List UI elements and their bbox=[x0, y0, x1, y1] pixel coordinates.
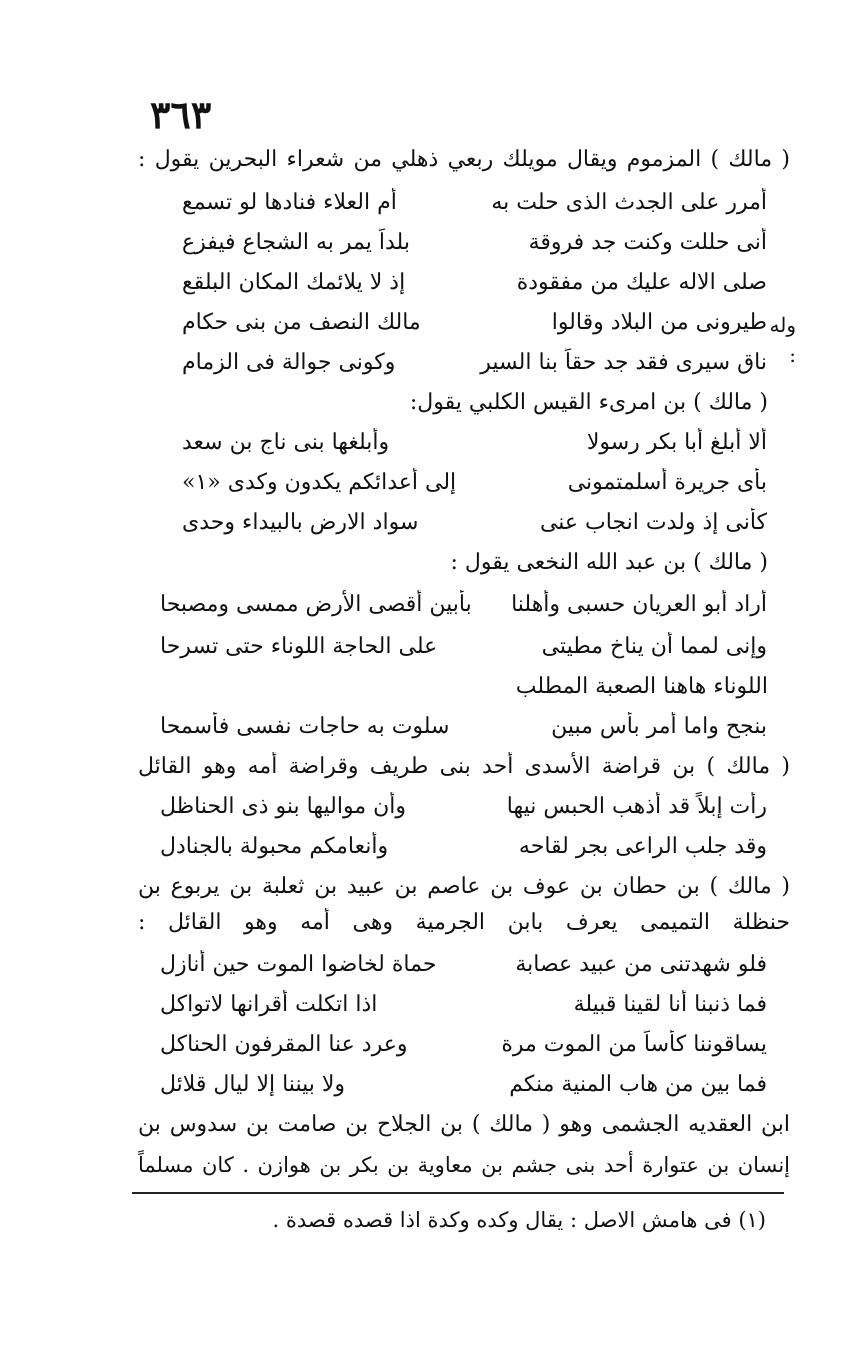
verse-second-hemistich: سلوت به حاجات نفسى فأسمحا bbox=[160, 714, 450, 739]
verse-line bbox=[182, 348, 767, 378]
verse-line bbox=[160, 990, 767, 1020]
verse-first-hemistich: بأى جريرة أسلمتمونى bbox=[567, 470, 767, 495]
verse-line bbox=[182, 228, 767, 258]
verse-first-hemistich: طيرونى من البلاد وقالوا bbox=[551, 310, 767, 335]
verse-first-hemistich: فلو شهدتنى من عبيد عصابة bbox=[515, 952, 767, 977]
verse-first-hemistich: أنى حللت وكنت جد فروقة bbox=[528, 230, 767, 255]
verse-line bbox=[160, 590, 767, 620]
verse-line bbox=[160, 792, 767, 822]
verse-first-hemistich: بنجح واما أمر بأس مبين bbox=[551, 714, 767, 739]
verse-line bbox=[160, 712, 767, 742]
verse-second-hemistich: أم العلاء فنادها لو تسمع bbox=[182, 190, 397, 215]
verse-first-hemistich: ألا أبلغ أبا بكر رسولا bbox=[586, 430, 767, 455]
verse-second-hemistich: وأبلغها بنى ناج بن سعد bbox=[182, 430, 390, 455]
text-line: اللوناء هاهنا الصعبة المطلب bbox=[515, 674, 768, 699]
verse-second-hemistich: بأبين أقصى الأرض ممسى ومصبحا bbox=[160, 592, 472, 617]
text-line: ( مالك ) بن قراضة الأسدى أحد بنى طريف وقراضة أمه وهو القائل bbox=[138, 754, 790, 779]
footnote-divider bbox=[132, 1192, 784, 1194]
text-line: ابن العقديه الجشمى وهو ( مالك ) بن الجلاح بن صامت بن سدوس بن bbox=[138, 1112, 790, 1137]
verse-first-hemistich: ناق سيرى فقد جد حقاً بنا السير bbox=[480, 350, 767, 375]
verse-second-hemistich: حماة لخاضوا الموت حين أنازل bbox=[160, 952, 437, 977]
text-line: ( مالك ) المزموم ويقال مويلك ربعي ذهلي من شعراء البحرين يقول : bbox=[138, 147, 790, 172]
verse-second-hemistich: وأنعامكم محبولة بالجنادل bbox=[160, 834, 389, 859]
verse-second-hemistich: وعرد عنا المقرفون الحناكل bbox=[160, 1032, 408, 1057]
verse-line bbox=[182, 428, 767, 458]
verse-line bbox=[160, 1070, 767, 1100]
verse-line bbox=[182, 268, 767, 298]
verse-second-hemistich: بلداً يمر به الشجاع فيفزع bbox=[182, 230, 410, 255]
verse-first-hemistich: فما بين من هاب المنية منكم bbox=[509, 1072, 767, 1097]
text-line: ( مالك ) بن امرىء القيس الكلبي يقول: bbox=[409, 390, 768, 415]
verse-first-hemistich: كأنى إذ ولدت انجاب عنى bbox=[539, 510, 767, 535]
verse-line bbox=[160, 950, 767, 980]
verse-first-hemistich: صلى الاله عليك من مفقودة bbox=[516, 270, 767, 295]
verse-first-hemistich: رأت إبلاً قد أذهب الحبس نيها bbox=[506, 794, 767, 819]
verse-first-hemistich: وقد جلب الراعى بجر لقاحه bbox=[518, 834, 767, 859]
verse-second-hemistich: ولا بيننا إلا ليال قلائل bbox=[160, 1072, 346, 1097]
verse-second-hemistich: على الحاجة اللوناء حتى تسرحا bbox=[160, 634, 438, 659]
text-line: ( مالك ) بن حطان بن عوف بن عاصم بن عبيد بن ثعلبة بن يربوع بن bbox=[138, 874, 790, 899]
verse-line bbox=[182, 508, 767, 538]
verse-second-hemistich: سواد الارض بالبيداء وحدى bbox=[182, 510, 419, 535]
verse-line bbox=[182, 308, 767, 338]
verse-second-hemistich: اذا اتكلت أقرانها لاتواكل bbox=[160, 992, 378, 1017]
footnote: (١) فى هامش الاصل : يقال وكده وكدة اذا قصده قصدة . bbox=[272, 1208, 766, 1232]
verse-second-hemistich: وكونى جوالة فى الزمام bbox=[182, 350, 396, 375]
page-number: ٣٦٣ bbox=[150, 92, 212, 137]
verse-line bbox=[182, 468, 767, 498]
verse-line bbox=[182, 188, 767, 218]
verse-second-hemistich: مالك النصف من بنى حكام bbox=[182, 310, 421, 335]
verse-line bbox=[160, 632, 767, 662]
verse-first-hemistich: أراد أبو العريان حسبى وأهلنا bbox=[511, 592, 767, 617]
verse-second-hemistich: وأن مواليها بنو ذى الحناظل bbox=[160, 794, 406, 819]
verse-first-hemistich: أمرر على الجدث الذى حلت به bbox=[491, 190, 767, 215]
verse-first-hemistich: فما ذنبنا أنا لقينا قبيلة bbox=[573, 992, 767, 1017]
text-line: حنظلة التميمى يعرف بابن الجرمية وهى أمه وهو القائل : bbox=[138, 910, 790, 935]
text-line: ( مالك ) بن عبد الله النخعى يقول : bbox=[450, 550, 768, 575]
verse-first-hemistich: وإنى لمما أن يناخ مطيتى bbox=[541, 634, 767, 659]
verse-marker: وله : bbox=[769, 313, 796, 367]
text-line: إنسان بن عتوارة أحد بنى جشم بن معاوية بن بكر بن هوازن . كان مسلماً bbox=[138, 1153, 790, 1177]
verse-line bbox=[160, 832, 767, 862]
verse-second-hemistich: إذ لا يلائمك المكان البلقع bbox=[182, 270, 406, 295]
verse-first-hemistich: يساقوننا كأساً من الموت مرة bbox=[501, 1032, 767, 1057]
verse-second-hemistich: إلى أعدائكم يكدون وكدى «١» bbox=[182, 470, 457, 495]
verse-line bbox=[160, 1030, 767, 1060]
